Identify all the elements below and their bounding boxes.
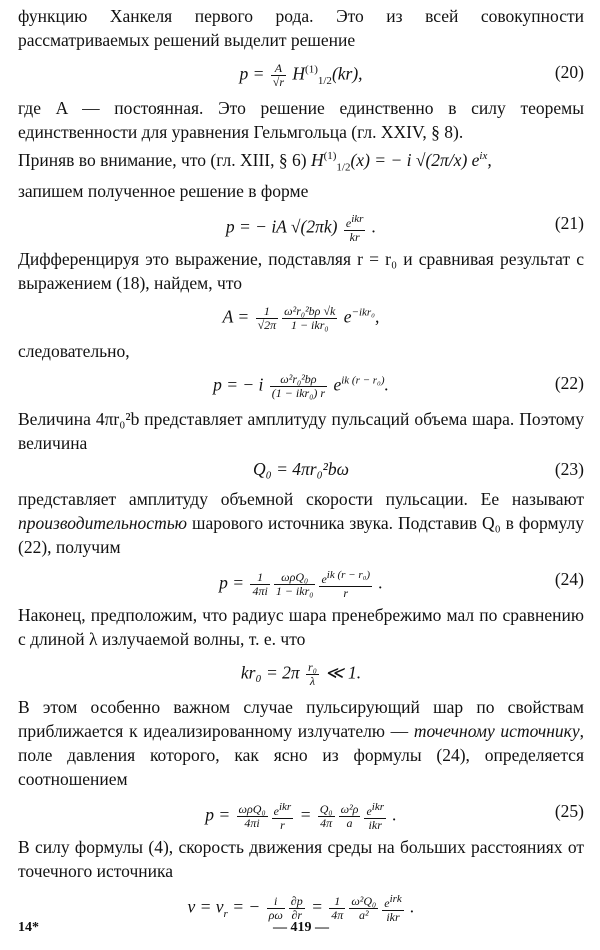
- equation-number: (21): [554, 213, 584, 234]
- equation-number: (23): [554, 459, 584, 480]
- equation-23: Q₀ = 4πr₀²bω (23): [252, 459, 584, 480]
- paragraph-4: Дифференцируя это выражение, подставляя r = r₀ и сравнивая результат с выражением (18), найдем, что: [18, 249, 584, 294]
- paragraph-9: [18, 695, 584, 791]
- paragraph-7-text: представляет амплитуду объемной скорости пульсации. Ее называют: [18, 489, 584, 510]
- signature-mark: 14*: [18, 920, 39, 935]
- paragraph-3: Приняв во внимание, что (гл. XIII, § 6) $H^{(1)}_{1/2}(x)$ = − i √(2π/x) $e^{ix}$,: [18, 149, 492, 174]
- paragraph-3b: запишем полученное решение в форме: [18, 181, 309, 202]
- equation-24: p = $\frac{1}{4\pi i}$ $\frac{\text{ωρQ₀}}{\text{1 − ikr₀}}$ $\frac{e^{ik (r - r_0)}}{r}$ . (24): [219, 569, 584, 601]
- equation-number: (25): [554, 801, 584, 822]
- equation-number: (22): [554, 373, 584, 394]
- equation-A: A = $\frac{1}{√2\pi}$ $\frac{\text{ω²r₀²bρ √k}}{\text{1 − ikr₀}}$ $e^{-ikr_0}$,: [222, 304, 380, 333]
- equation-22: p = − i $\frac{\text{ω²r₀²bρ}}{\text{(1 − ikr₀) r}}$ $e^{ik (r - r_0)}$. (22): [213, 372, 584, 401]
- equation-20: p = $\frac{A}{√r}$ $H^{(1)}_{1/2}(kr)$, (20): [239, 61, 584, 89]
- page-number: — 419 —: [273, 920, 329, 935]
- paragraph-8: Наконец, предположим, что радиус шара пренебрежимо мал по сравнению с длиной λ излучаемой волны, т. е. что: [18, 605, 584, 650]
- paragraph-3-text: Приняв во внимание, что (гл. XIII, § 6): [18, 149, 307, 170]
- paragraph-9-text-end: , поле давления которого, как ясно из формулы (24), определяется соотношением: [18, 721, 584, 790]
- paragraph-7-text-end: шарового источника звука. Подставив Q₀ в формулу (22), получим: [18, 513, 584, 558]
- equation-25: p = $\frac{\text{ωρQ₀}}{4\pi i}$ $\frac{e^{ikr}}{r}$ = $\frac{\text{Q₀}}{4\pi}$ $\frac{\text{ω²ρ}}{a}$ $\frac{e^{ikr}}{\text{ikr}}$ . (25): [205, 801, 584, 833]
- equation-v: $v = v_r$ = − $\frac{i}{\rho\omega}$ $\frac{\partial p}{\partial r}$ = $\frac{1}{4\pi}$ $\frac{\text{ω²Q₀}}{\text{a²}}$ $\frac{e^{irk}}{\text{ikr}}$ .: [187, 893, 415, 925]
- equation-kr0: kr₀ = 2π $\frac{\text{r₀}}{\lambda}$ ≪ 1.: [240, 660, 362, 689]
- paragraph-9-text: В этом особенно важном случае пульсирующий шар по свойствам приближается к идеализированному излучателю —: [18, 697, 584, 742]
- equation-21: p = − iA √(2πk) $\frac{e^{ikr}}{kr}$ . (21): [225, 213, 584, 245]
- paragraph-7: [18, 487, 584, 559]
- paragraph-10: В силу формулы (4), скорость движения среды на больших расстояниях от точечного источника: [18, 837, 584, 882]
- page: [18, 0, 584, 927]
- paragraph-2: где A — постоянная. Это решение единственно в силу теоремы единственности для уравнения Гельмгольца (гл. XXIV, § 8).: [18, 98, 584, 142]
- paragraph-5: следовательно,: [18, 341, 130, 362]
- paragraph-7-emphasis: производительностью: [18, 513, 188, 534]
- equation-number: (24): [554, 569, 584, 590]
- equation-number: (20): [554, 62, 584, 82]
- paragraph-1: функцию Ханкеля первого рода. Это из всей совокупности рассматриваемых решений выделит решение: [18, 6, 584, 50]
- paragraph-9-emphasis: точечному источнику: [413, 721, 580, 742]
- paragraph-6: Величина 4πr₀²b представляет амплитуду пульсаций объема шара. Поэтому величина: [18, 409, 584, 454]
